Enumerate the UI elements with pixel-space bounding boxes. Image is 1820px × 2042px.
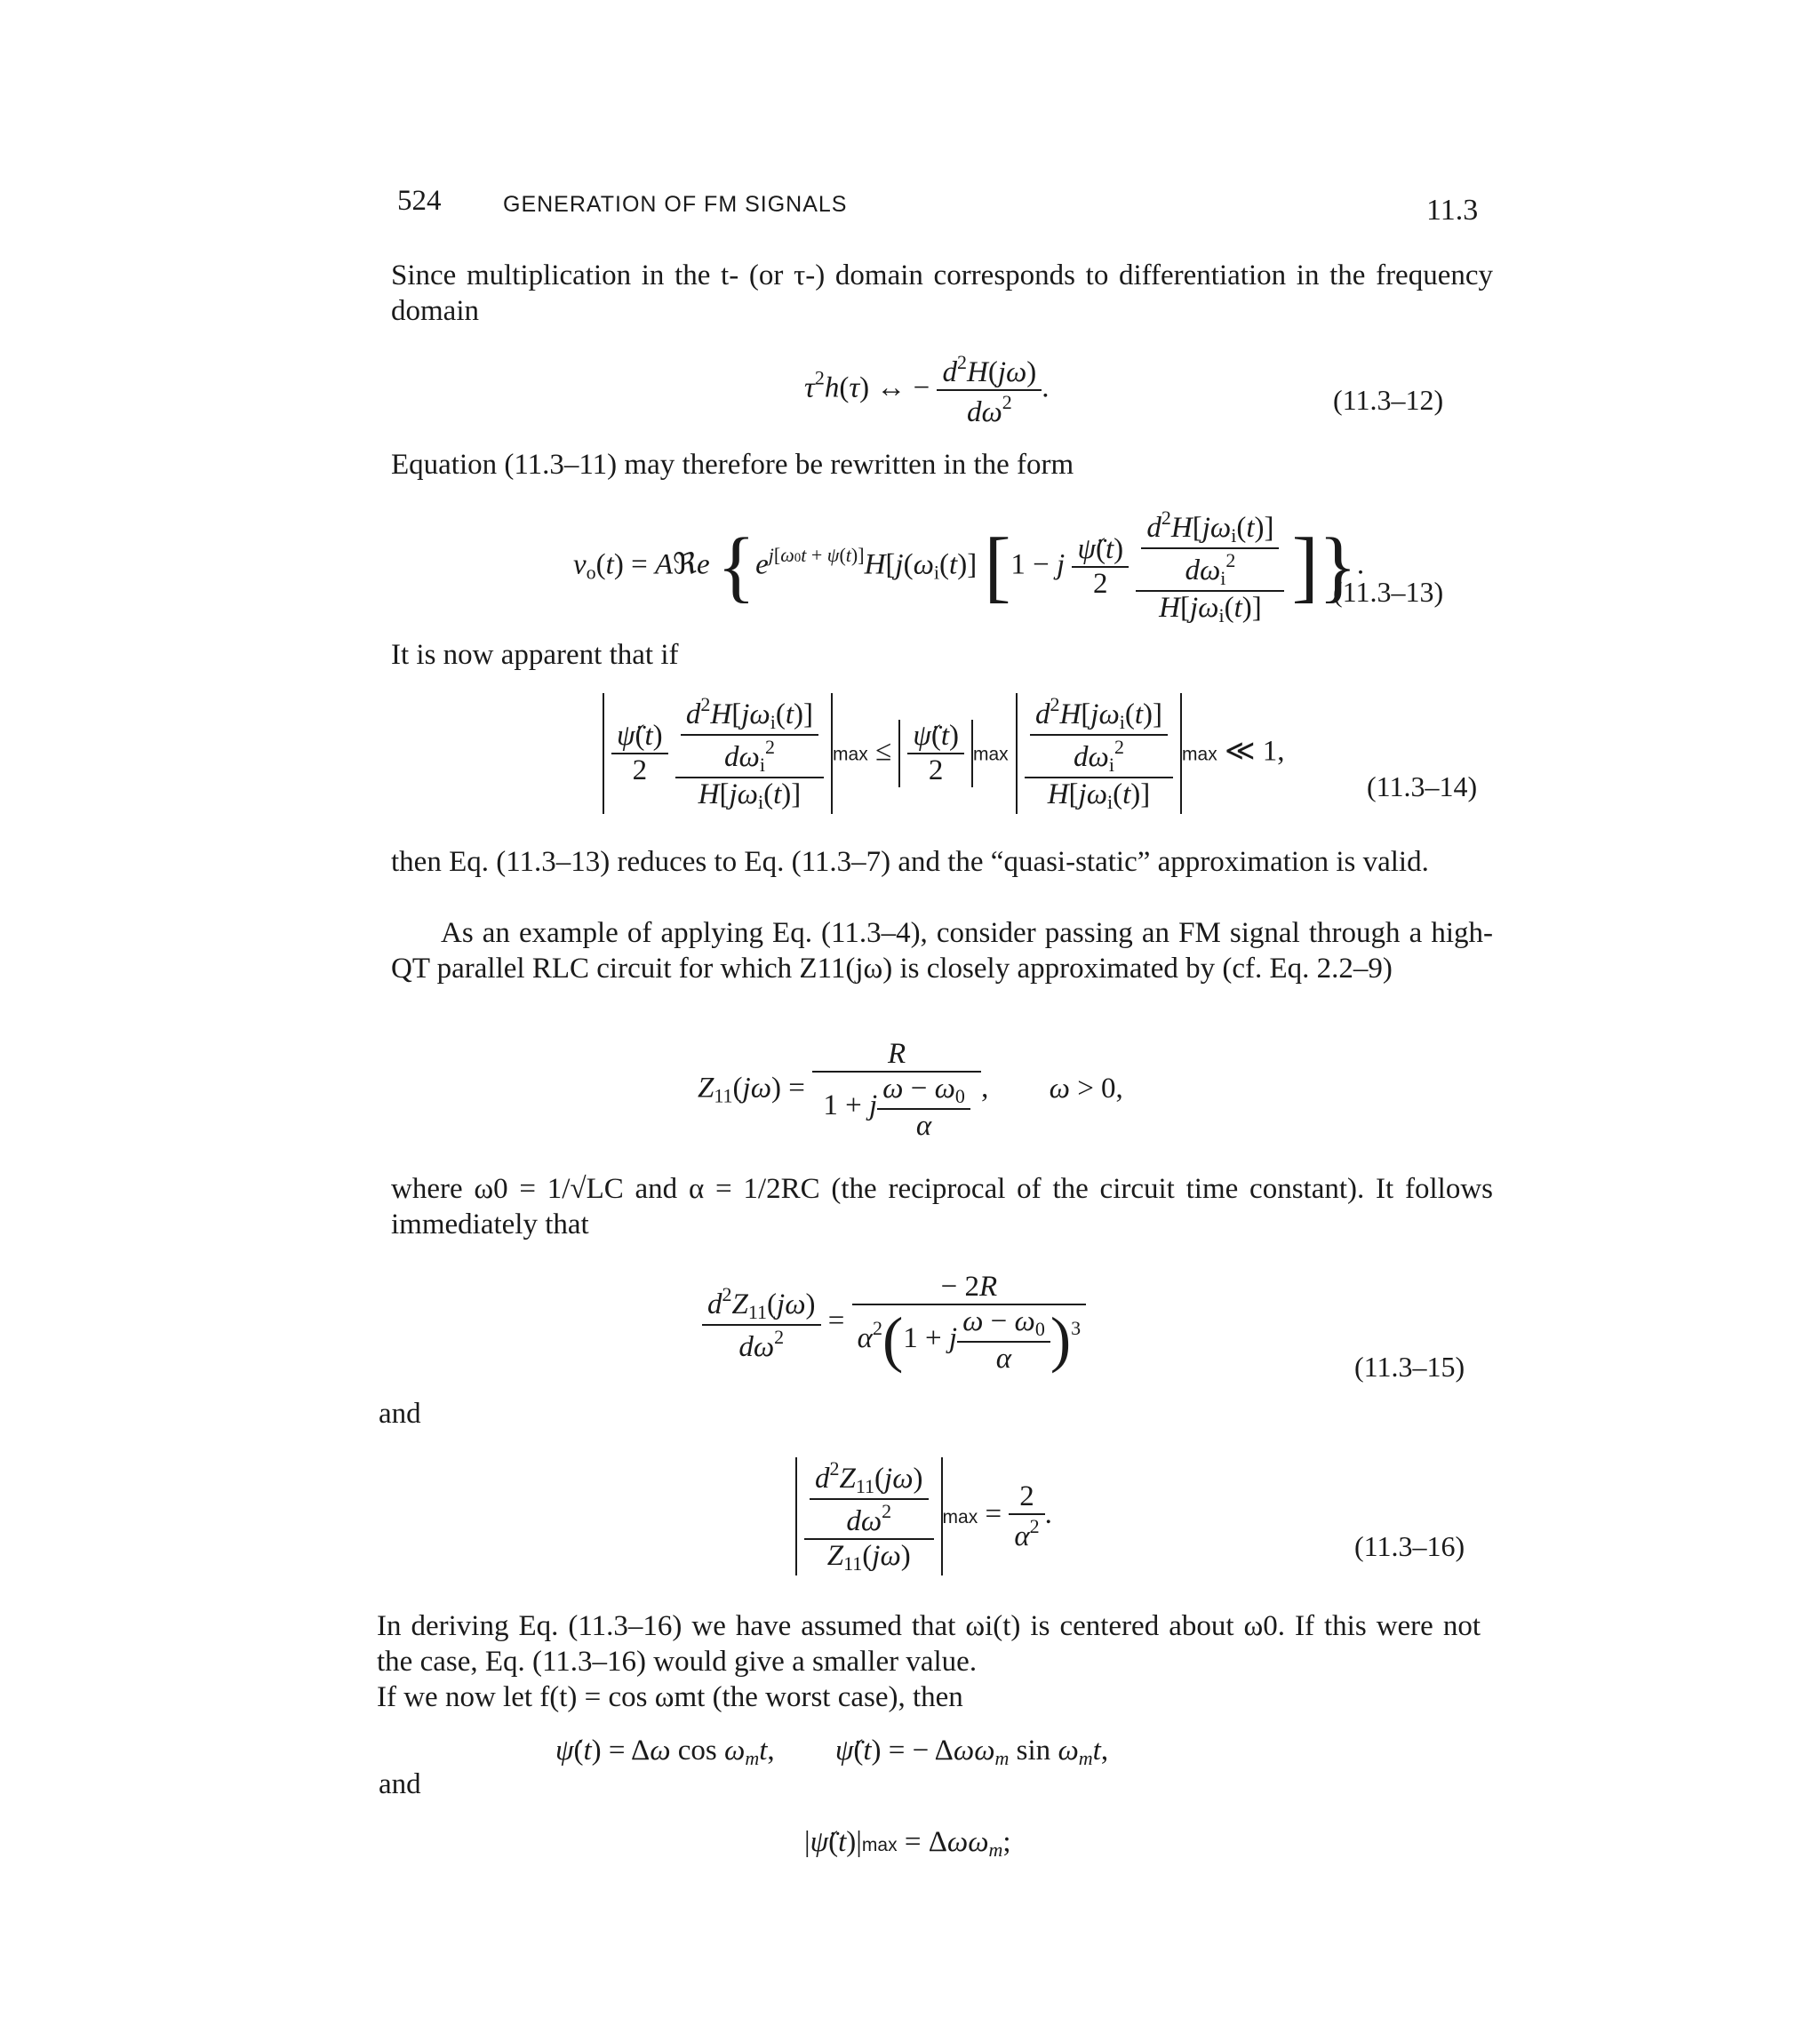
running-title: GENERATION OF FM SIGNALS [503, 192, 848, 217]
equation-11-3-12: $\tau^2h(\tau)$ ↔ − $\frac{d^2H(j\omega)}{d\omega^2}$ . [804, 351, 1050, 428]
equation-11-3-16: $\frac{\frac{d^2Z_{11}(j\omega)}{d\omega^2}}{Z_{11}(j\omega)}$ max = $\frac{2}{\alpha^2}$ . [795, 1457, 1052, 1575]
equation-number: (11.3–14) [1367, 770, 1478, 802]
equation-psi-max: |ψ̈(t)|max = Δωω$_m$; [804, 1826, 1011, 1861]
paragraph-3: It is now apparent that if [391, 639, 679, 671]
paragraph-6: where ω0 = 1/√LC and α = 1/2RC (the reciprocal of the circuit time constant). It follows immediately that [391, 1173, 1493, 1240]
equation-number: (11.3–16) [1354, 1530, 1465, 1562]
equation-11-3-13: $v_o(t)$ = Aℜe {$e^{j[\omega 0t + \psi(t)]}H[j(\omega_i(t)] [1 - j$ $\frac{\psï(t)}{2}$ $\frac{\frac{d^2H[j\omega_i(t)]}{d\omega_i^2}}{H[j\omega_i(t)]}$ ]}. [573, 507, 1365, 626]
paragraph-8: In deriving Eq. (11.3–16) we have assumed that ωi(t) is centered about ω0. If this were not the case, Eq. (11.3–16) would give a smaller value. [377, 1610, 1481, 1678]
equation-z11: $Z_{11}(j\omega)$ = R 1 + j $\frac{\omega - \omega_0}{\alpha}$ , ω > 0, [698, 1038, 1123, 1142]
paragraph-5: As an example of applying Eq. (11.3–4), consider passing an FM signal through a high-QT parallel RLC circuit for which Z11(jω) is closely approximated by (cf. Eq. 2.2–9) [391, 917, 1493, 985]
paragraph-2: Equation (11.3–11) may therefore be rewritten in the form [391, 449, 1074, 481]
equation-number: (11.3–12) [1333, 384, 1444, 416]
equation-11-3-14: $\frac{\psï(t)}{2}$ $\frac{\frac{d^2H[j\omega_i(t)]}{d\omega_i^2}}{H[j\omega_i(t)]}$ max ≤ $\frac{\psï(t)}{2}$ max $\frac{\frac{d^2H[j\omega_i(t)]}{d\omega_i^2}}{H[j\omega_i(t)]}$ max ≪ 1, [603, 693, 1285, 814]
equation-number: (11.3–15) [1354, 1351, 1465, 1383]
paragraph-4: then Eq. (11.3–13) reduces to Eq. (11.3–7) and the “quasi-static” approximation is valid. [391, 846, 1429, 878]
paragraph-and: and [379, 1398, 421, 1430]
equation-psi-derivatives: ψ̇(t) = Δω $\cos \omega_mt$, ψ̈(t) = − Δωω$_m$ $\sin \omega_mt$, [555, 1735, 1109, 1769]
paragraph-1: Since multiplication in the t- (or τ-) domain corresponds to differentiation in the frequency domain [391, 259, 1493, 327]
equation-number: (11.3–13) [1333, 576, 1444, 608]
paragraph-and-2: and [379, 1768, 421, 1800]
page-number: 524 [397, 185, 442, 217]
paragraph-9: If we now let f(t) = cos ωmt (the worst case), then [377, 1681, 963, 1713]
section-number: 11.3 [1426, 194, 1479, 227]
equation-11-3-15: $\frac{d^2Z_{11}(j\omega)}{d\omega^2}$ = − 2R $\alpha^2(1 + j$ $\frac{\omega - \omega_0}{\alpha}$ )$^3$ [702, 1271, 1086, 1376]
